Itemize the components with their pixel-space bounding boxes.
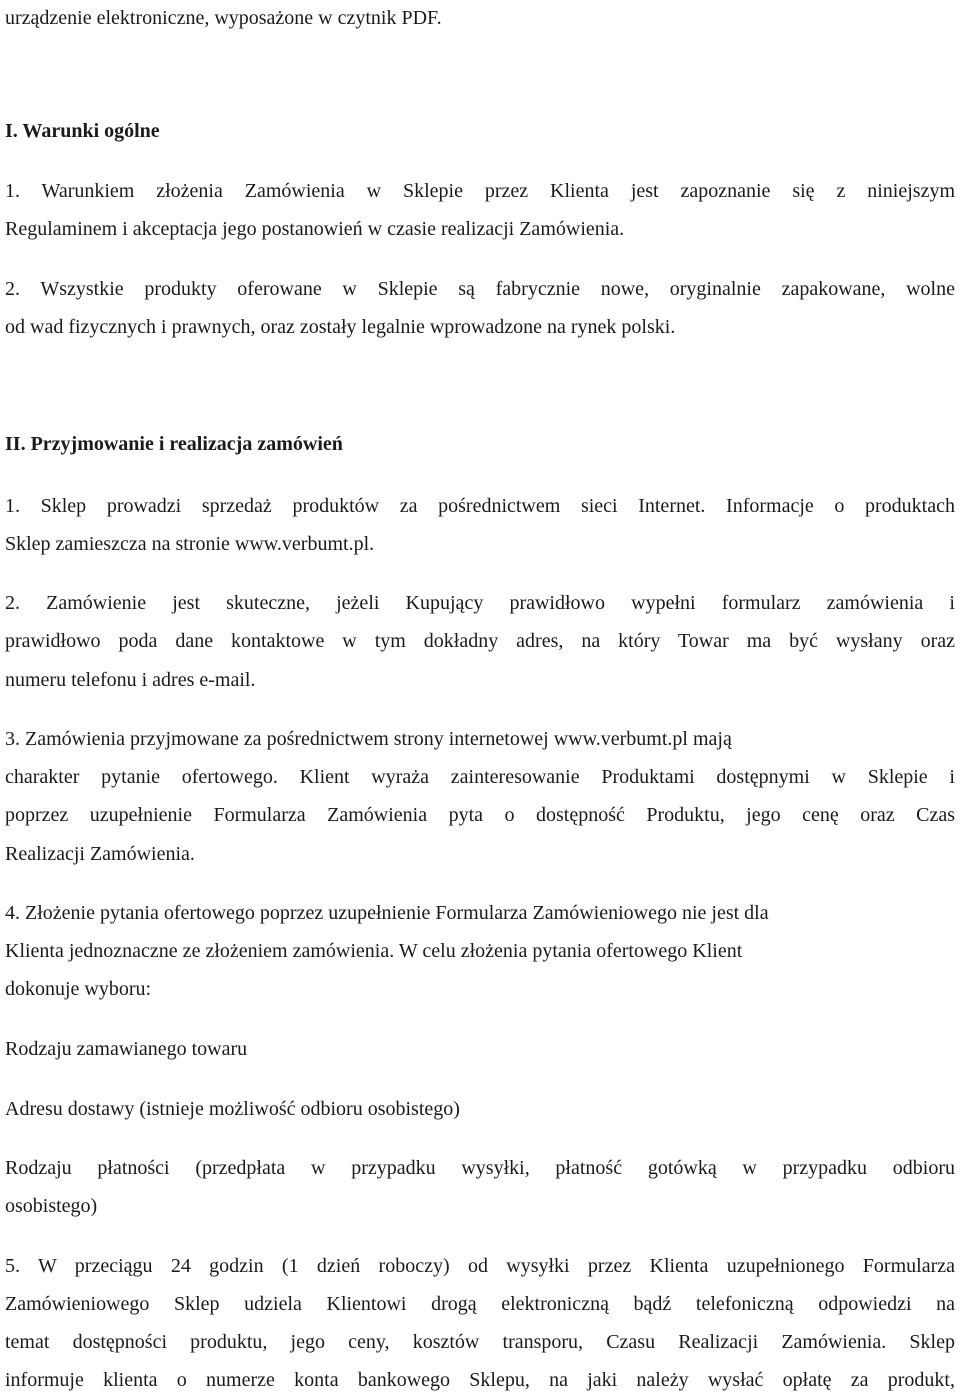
s2-p2-line-2: prawidłowo poda dane kontaktowe w tym dokładny adres, na który Towar ma być wysłany oraz	[5, 630, 955, 652]
s2-p5-line-3: temat dostępności produktu, jego ceny, kosztów transporu, Czasu Realizacji Zamówienia. Sklep	[5, 1331, 955, 1353]
s1-p2-line-2: od wad fizycznych i prawnych, oraz zostały legalnie wprowadzone na rynek polski.	[5, 316, 676, 338]
s2-p3-line-3: poprzez uzupełnienie Formularza Zamówienia pyta o dostępność Produktu, jego cenę oraz Czas	[5, 804, 955, 826]
s2-p2-line-3: numeru telefonu i adres e-mail.	[5, 669, 256, 691]
section-1-heading: I. Warunki ogólne	[5, 120, 160, 142]
s2-p3-line-1: 3. Zamówienia przyjmowane za pośrednictwem strony internetowej www.verbumt.pl mają	[5, 728, 732, 750]
s2-list-item-1: Rodzaju zamawianego towaru	[5, 1038, 248, 1060]
s2-p5-line-1: 5. W przeciągu 24 godzin (1 dzień roboczy) od wysyłki przez Klienta uzupełnionego Formularza	[5, 1255, 955, 1277]
intro-line: urządzenie elektroniczne, wyposażone w czytnik PDF.	[5, 7, 442, 29]
s2-list-item-3-line-2: osobistego)	[5, 1195, 98, 1217]
s2-p4-line-2: Klienta jednoznaczne ze złożeniem zamówienia. W celu złożenia pytania ofertowego Klient	[5, 940, 743, 962]
s2-p3-line-2: charakter pytanie ofertowego. Klient wyraża zainteresowanie Produktami dostępnymi w Sklepie i	[5, 766, 955, 788]
s1-p2-line-1: 2. Wszystkie produkty oferowane w Sklepie są fabrycznie nowe, oryginalnie zapakowane, wolne	[5, 278, 955, 300]
s1-p1-line-1: 1. Warunkiem złożenia Zamówienia w Sklepie przez Klienta jest zapoznanie się z niniejszym	[5, 180, 955, 202]
s2-list-item-2: Adresu dostawy (istnieje możliwość odbioru osobistego)	[5, 1098, 460, 1120]
section-2-heading: II. Przyjmowanie i realizacja zamówień	[5, 433, 343, 455]
s2-p1-line-2: Sklep zamieszcza na stronie www.verbumt.pl.	[5, 533, 375, 555]
s2-p4-line-1: 4. Złożenie pytania ofertowego poprzez uzupełnienie Formularza Zamówieniowego nie jest dla	[5, 902, 769, 924]
s2-list-item-3-line-1: Rodzaju płatności (przedpłata w przypadku wysyłki, płatność gotówką w przypadku odbioru	[5, 1157, 955, 1179]
s2-p5-line-4: informuje klienta o numerze konta bankowego Sklepu, na jaki należy wysłać opłatę za produkt,	[5, 1369, 955, 1391]
s2-p2-line-1: 2. Zamówienie jest skuteczne, jeżeli Kupujący prawidłowo wypełni formularz zamówienia i	[5, 592, 955, 614]
s2-p5-line-2: Zamówieniowego Sklep udziela Klientowi drogą elektroniczną bądź telefoniczną odpowiedzi na	[5, 1293, 955, 1315]
s1-p1-line-2: Regulaminem i akceptacja jego postanowień w czasie realizacji Zamówienia.	[5, 218, 625, 240]
s2-p3-line-4: Realizacji Zamówienia.	[5, 843, 195, 865]
s2-p4-line-3: dokonuje wyboru:	[5, 978, 152, 1000]
s2-p1-line-1: 1. Sklep prowadzi sprzedaż produktów za pośrednictwem sieci Internet. Informacje o produktach	[5, 495, 955, 517]
